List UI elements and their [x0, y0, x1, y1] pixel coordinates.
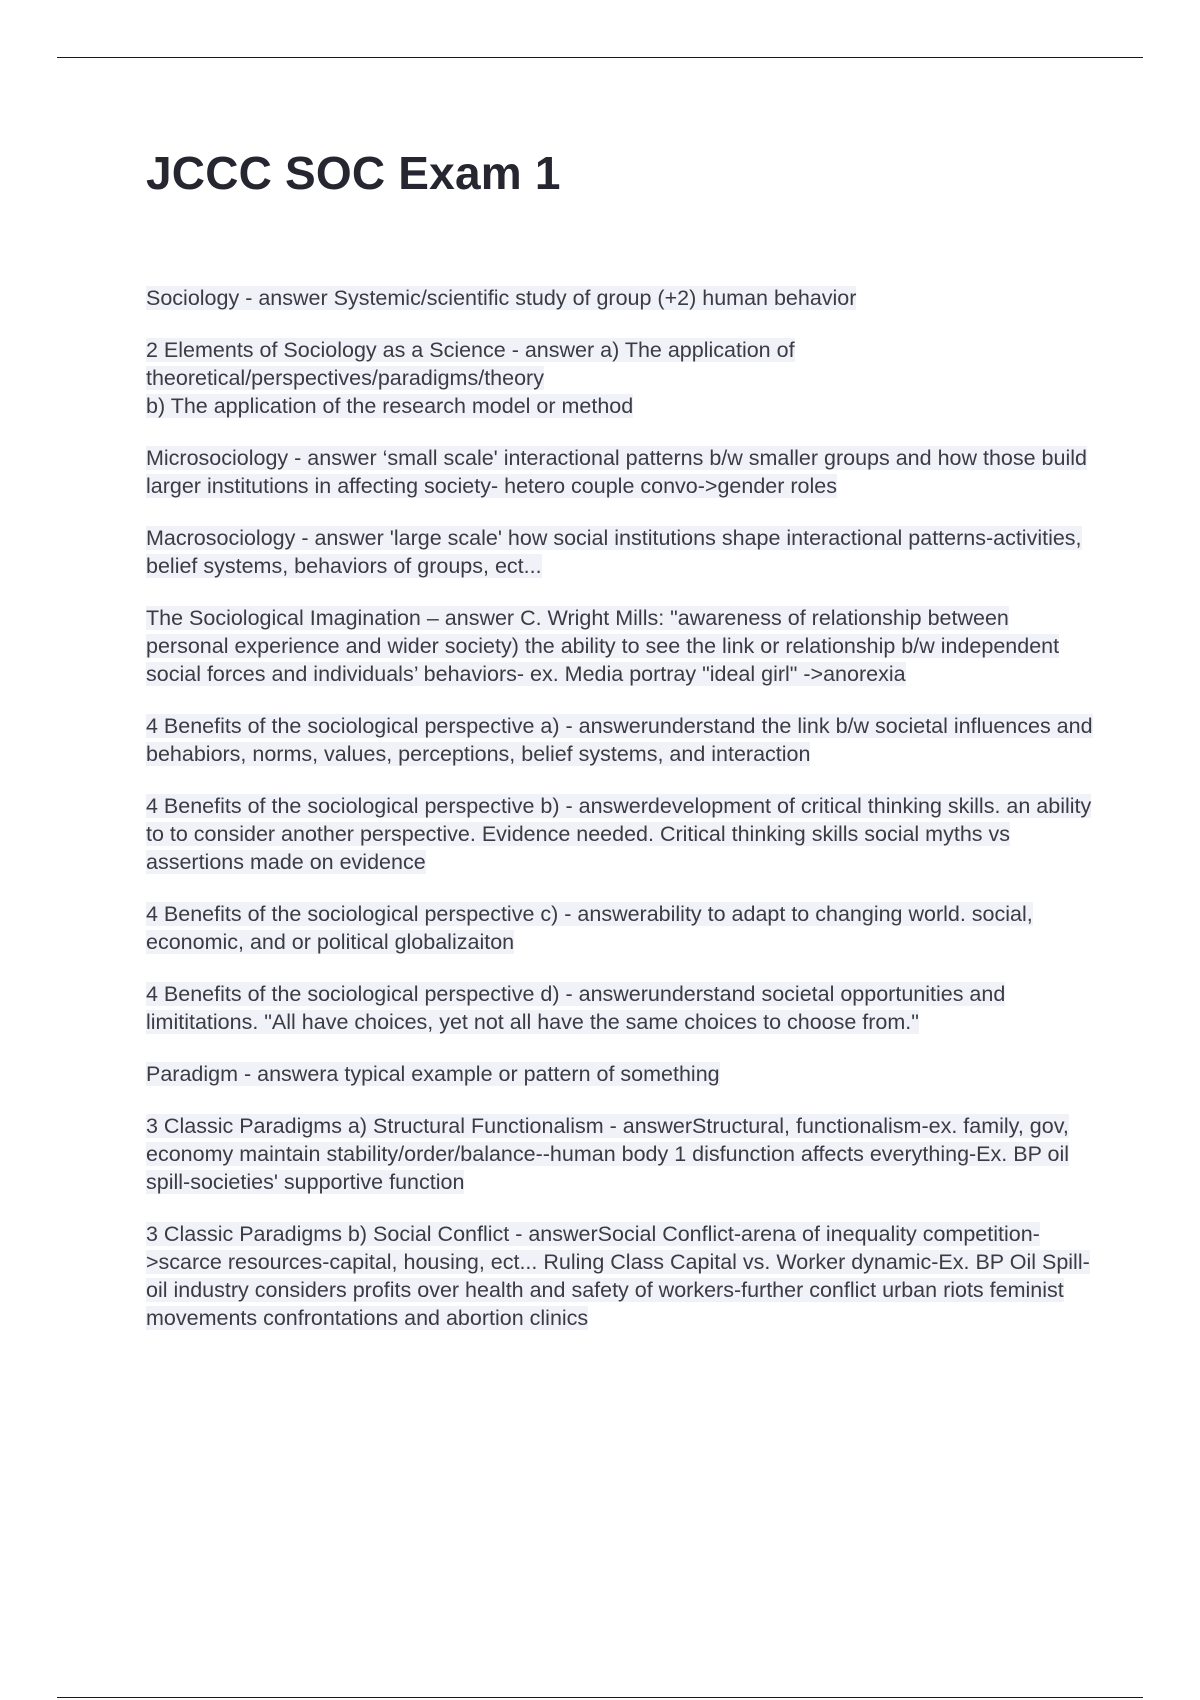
qa-item — [146, 980, 1096, 1036]
qa-text: 3 Classic Paradigms a) Structural Functionalism - answerStructural, functionalism-ex. family, gov, economy maintain stability/order/balance--human body 1 disfunction affects everything-Ex. BP oil spill-societies' supportive function — [146, 1114, 1069, 1194]
qa-text: 3 Classic Paradigms b) Social Conflict - answerSocial Conflict-arena of inequality competition->scarce resources-capital, housing, ect... Ruling Class Capital vs. Worker dynamic-Ex. BP Oil Spill- oil industry considers profits over health and safety of workers-further conflict urban riots feminist movements confrontations and abortion clinics — [146, 1222, 1090, 1330]
qa-item — [146, 792, 1096, 876]
top-divider — [57, 57, 1143, 58]
qa-text: 4 Benefits of the sociological perspective d) - answerunderstand societal opportunities and limititations. "All have choices, yet not all have the same choices to choose from." — [146, 982, 1006, 1034]
bottom-divider — [57, 1697, 1143, 1698]
qa-text: Paradigm - answera typical example or pattern of something — [146, 1062, 720, 1086]
qa-text: 4 Benefits of the sociological perspective c) - answerability to adapt to changing world. social, economic, and or political globalizaiton — [146, 902, 1033, 954]
qa-item — [146, 1060, 1096, 1088]
qa-text: 4 Benefits of the sociological perspective b) - answerdevelopment of critical thinking skills. an ability to to consider another perspective. Evidence needed. Critical thinking skills social myths vs assertions made on evidence — [146, 794, 1092, 874]
qa-text: Microsociology - answer ‘small scale' interactional patterns b/w smaller groups and how those build larger institutions in affecting society- hetero couple convo->gender roles — [146, 446, 1087, 498]
qa-item — [146, 604, 1096, 688]
qa-item — [146, 444, 1096, 500]
qa-list — [146, 284, 1096, 1356]
qa-item — [146, 900, 1096, 956]
qa-item — [146, 712, 1096, 768]
qa-item — [146, 1112, 1096, 1196]
document-title: JCCC SOC Exam 1 — [146, 147, 561, 199]
qa-text: 4 Benefits of the sociological perspective a) - answerunderstand the link b/w societal influences and behabiors, norms, values, perceptions, belief systems, and interaction — [146, 714, 1093, 766]
qa-item — [146, 524, 1096, 580]
qa-item — [146, 284, 1096, 312]
qa-text: Sociology - answer Systemic/scientific study of group (+2) human behavior — [146, 286, 857, 310]
qa-item — [146, 1220, 1096, 1332]
qa-text: 2 Elements of Sociology as a Science - answer a) The application of theoretical/perspectives/paradigms/theory b) The application of the research model or method — [146, 338, 795, 418]
qa-item — [146, 336, 1096, 420]
qa-text: Macrosociology - answer 'large scale' how social institutions shape interactional patterns-activities, belief systems, behaviors of groups, ect... — [146, 526, 1082, 578]
qa-text: The Sociological Imagination – answer C. Wright Mills: "awareness of relationship between personal experience and wider society) the ability to see the link or relationship b/w independent social forces and individuals’ behaviors- ex. Media portray "ideal girl" ->anorexia — [146, 606, 1060, 686]
